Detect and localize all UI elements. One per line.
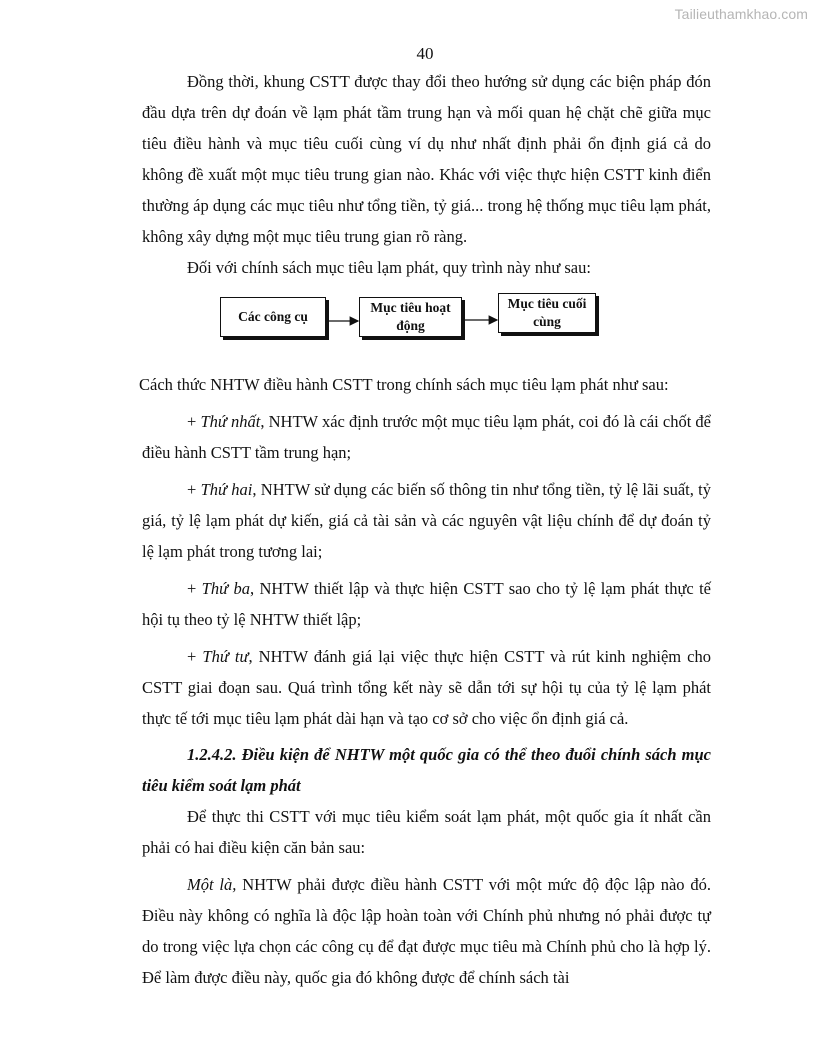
paragraph-process-intro: Đối với chính sách mục tiêu lạm phát, quy trình này như sau: bbox=[187, 258, 591, 277]
process-diagram bbox=[142, 287, 711, 367]
diagram-box-tools: Các công cụ bbox=[220, 297, 326, 337]
section-heading: 1.2.4.2. Điều kiện để NHTW một quốc gia có thể theo đuổi chính sách mục tiêu kiểm soát lạm phát bbox=[142, 745, 711, 795]
condition-one-label: Một là, bbox=[187, 875, 237, 894]
watermark: Tailieuthamkhao.com bbox=[674, 6, 808, 22]
step-1 bbox=[142, 406, 711, 468]
paragraph-intro: Đồng thời, khung CSTT được thay đổi theo hướng sử dụng các biện pháp đón đầu dựa trên dự đoán về lạm phát tầm trung hạn và mối quan hệ chặt chẽ giữa mục tiêu điều hành và mục tiêu cuối cùng ví dụ như nhất định phải ổn định giá cả do không đề xuất một mục tiêu trung gian nào. Khác với việc thực hiện CSTT kinh điển thường áp dụng các mục tiêu như tổng tiền, tỷ giá... trong hệ thống mục tiêu lạm phát, không xây dựng một mục tiêu trung gian rõ ràng. bbox=[142, 72, 711, 246]
diagram-box-final-target: Mục tiêu cuối cùng bbox=[498, 293, 596, 333]
page-number: 40 bbox=[416, 44, 434, 63]
plus-sign: + bbox=[187, 647, 203, 666]
diagram-box-operating-target: Mục tiêu hoạt động bbox=[359, 297, 462, 337]
step-3-label: Thứ ba bbox=[201, 579, 250, 598]
plus-sign: + bbox=[187, 579, 202, 598]
plus-sign: + bbox=[187, 480, 201, 499]
step-4-text: , NHTW đánh giá lại việc thực hiện CSTT và rút kinh nghiệm cho CSTT giai đoạn sau. Quá trình tổng kết này sẽ dẫn tới sự hội tụ của tỷ lệ lạm phát thực tế tới mục tiêu lạm phát dài hạn và tạo cơ sở cho việc ổn định giá cả. bbox=[142, 647, 712, 728]
step-2-label: Thứ hai bbox=[200, 480, 253, 499]
document-body bbox=[139, 66, 712, 993]
step-3-text: , NHTW thiết lập và thực hiện CSTT sao cho tỷ lệ lạm phát thực tế hội tụ theo tỷ lệ NHTW thiết lập; bbox=[142, 579, 711, 629]
step-4 bbox=[142, 641, 711, 734]
paragraph-method-intro: Cách thức NHTW điều hành CSTT trong chính sách mục tiêu lạm phát như sau: bbox=[139, 375, 669, 394]
condition-one-text: NHTW phải được điều hành CSTT với một mức độ độc lập nào đó. Điều này không có nghĩa là độc lập hoàn toàn với Chính phủ nhưng nó phải được tự do trong việc lựa chọn các công cụ để đạt được mục tiêu mà Chính phủ cho là hợp lý. Để làm được điều này, quốc gia đó không được để chính sách tài bbox=[142, 875, 711, 987]
plus-sign: + bbox=[187, 412, 201, 431]
step-1-label: Thứ nhất bbox=[200, 412, 261, 431]
paragraph-conditions: Để thực thi CSTT với mục tiêu kiểm soát lạm phát, một quốc gia ít nhất cần phải có hai điều kiện căn bản sau: bbox=[142, 807, 711, 857]
paragraph-condition-one bbox=[142, 869, 711, 993]
step-4-label: Thứ tư bbox=[202, 647, 249, 666]
step-2 bbox=[142, 474, 711, 567]
step-1-text: , NHTW xác định trước một mục tiêu lạm phát, coi đó là cái chốt để điều hành CSTT tầm trung hạn; bbox=[142, 412, 711, 462]
step-2-text: , NHTW sử dụng các biến số thông tin như tổng tiền, tỷ lệ lãi suất, tỷ giá, tỷ lệ lạm phát dự kiến, giá cả tài sản và các nguyên vật liệu chính để dự đoán tỷ lệ lạm phát trong tương lai; bbox=[142, 480, 711, 561]
step-3 bbox=[142, 573, 711, 635]
